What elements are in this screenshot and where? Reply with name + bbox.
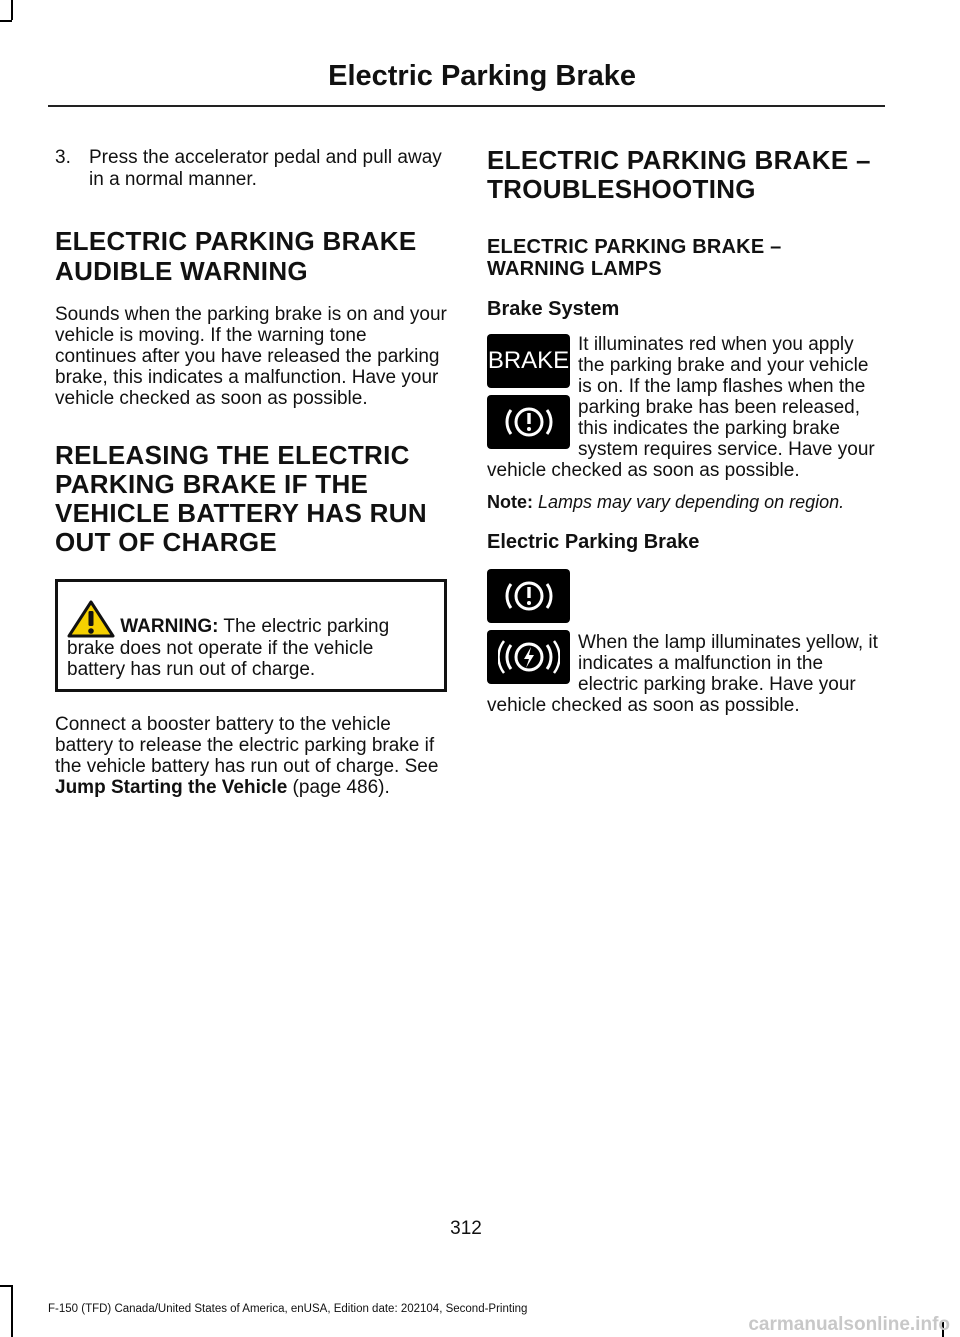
crop-mark — [0, 20, 12, 22]
brake-system-icons — [487, 334, 578, 456]
right-column — [487, 143, 880, 716]
brake-system-section — [487, 334, 880, 481]
jump-starting-link[interactable]: Jump Starting the Vehicle — [55, 777, 288, 798]
page-header-title: Electric Parking Brake — [328, 60, 636, 92]
page-number: 312 — [450, 1218, 482, 1239]
note — [487, 491, 880, 513]
crop-mark — [0, 1285, 12, 1287]
audible-warning-body: Sounds when the parking brake is on and your vehicle is moving. If the warning tone continues after you have released the parking brake, this indicates a malfunction. Have your vehicle checked as soon as possible. — [55, 304, 447, 409]
epb-heading: Electric Parking Brake — [487, 531, 700, 553]
releasing-body: Connect a booster battery to the vehicle battery to release the electric parking brake if the vehicle battery has run out of charge. See Jump Starting the Vehicle (page 486). — [55, 714, 439, 798]
crop-mark — [11, 0, 13, 20]
step-number: 3. — [55, 147, 71, 168]
brake-system-heading: Brake System — [487, 298, 620, 320]
brake-system-body: It illuminates red when you apply the parking brake and your vehicle is on. If the lamp flashes when the parking brake has been released, this indicates the parking brake system requires service. Have your vehicle checked as soon as possible. — [487, 334, 875, 481]
troubleshooting-heading: ELECTRIC PARKING BRAKE – TROUBLESHOOTING — [487, 145, 871, 204]
edition-footer: F-150 (TFD) Canada/United States of America, enUSA, Edition date: 202104, Second-Printing — [48, 1303, 528, 1315]
step-text: Press the accelerator pedal and pull away in a normal manner. — [89, 147, 442, 190]
epb-icons — [487, 569, 578, 691]
step-3 — [55, 147, 447, 191]
note-text: Lamps may vary depending on region. — [533, 492, 845, 512]
warning-lamps-heading: ELECTRIC PARKING BRAKE – WARNING LAMPS — [487, 236, 782, 280]
crop-mark — [11, 1285, 13, 1337]
epb-body: When the lamp illuminates yellow, it indicates a malfunction in the electric parking brake. Have your vehicle checked as soon as possible. — [487, 632, 878, 716]
warning-box — [55, 579, 447, 692]
header-rule — [48, 105, 885, 107]
brake-circle-exclamation-icon — [487, 395, 570, 449]
brake-circle-exclamation-icon — [487, 569, 570, 623]
watermark: carmanualsonline.info — [748, 1314, 950, 1335]
warning-text: The electric parking brake does not operate if the vehicle battery has run out of charge. — [67, 616, 390, 680]
epb-section — [487, 569, 880, 716]
warning-triangle-icon — [67, 600, 115, 638]
releasing-heading: RELEASING THE ELECTRIC PARKING BRAKE IF THE VEHICLE BATTERY HAS RUN OUT OF CHARGE — [55, 440, 427, 557]
note-label: Note: — [487, 492, 533, 512]
warning-label: WARNING: — [120, 616, 219, 637]
brake-text-lamp-icon: BRAKE — [487, 334, 570, 388]
left-column — [55, 143, 447, 798]
audible-warning-heading: ELECTRIC PARKING BRAKE AUDIBLE WARNING — [55, 226, 417, 286]
electric-parking-brake-lightning-icon — [487, 630, 570, 684]
